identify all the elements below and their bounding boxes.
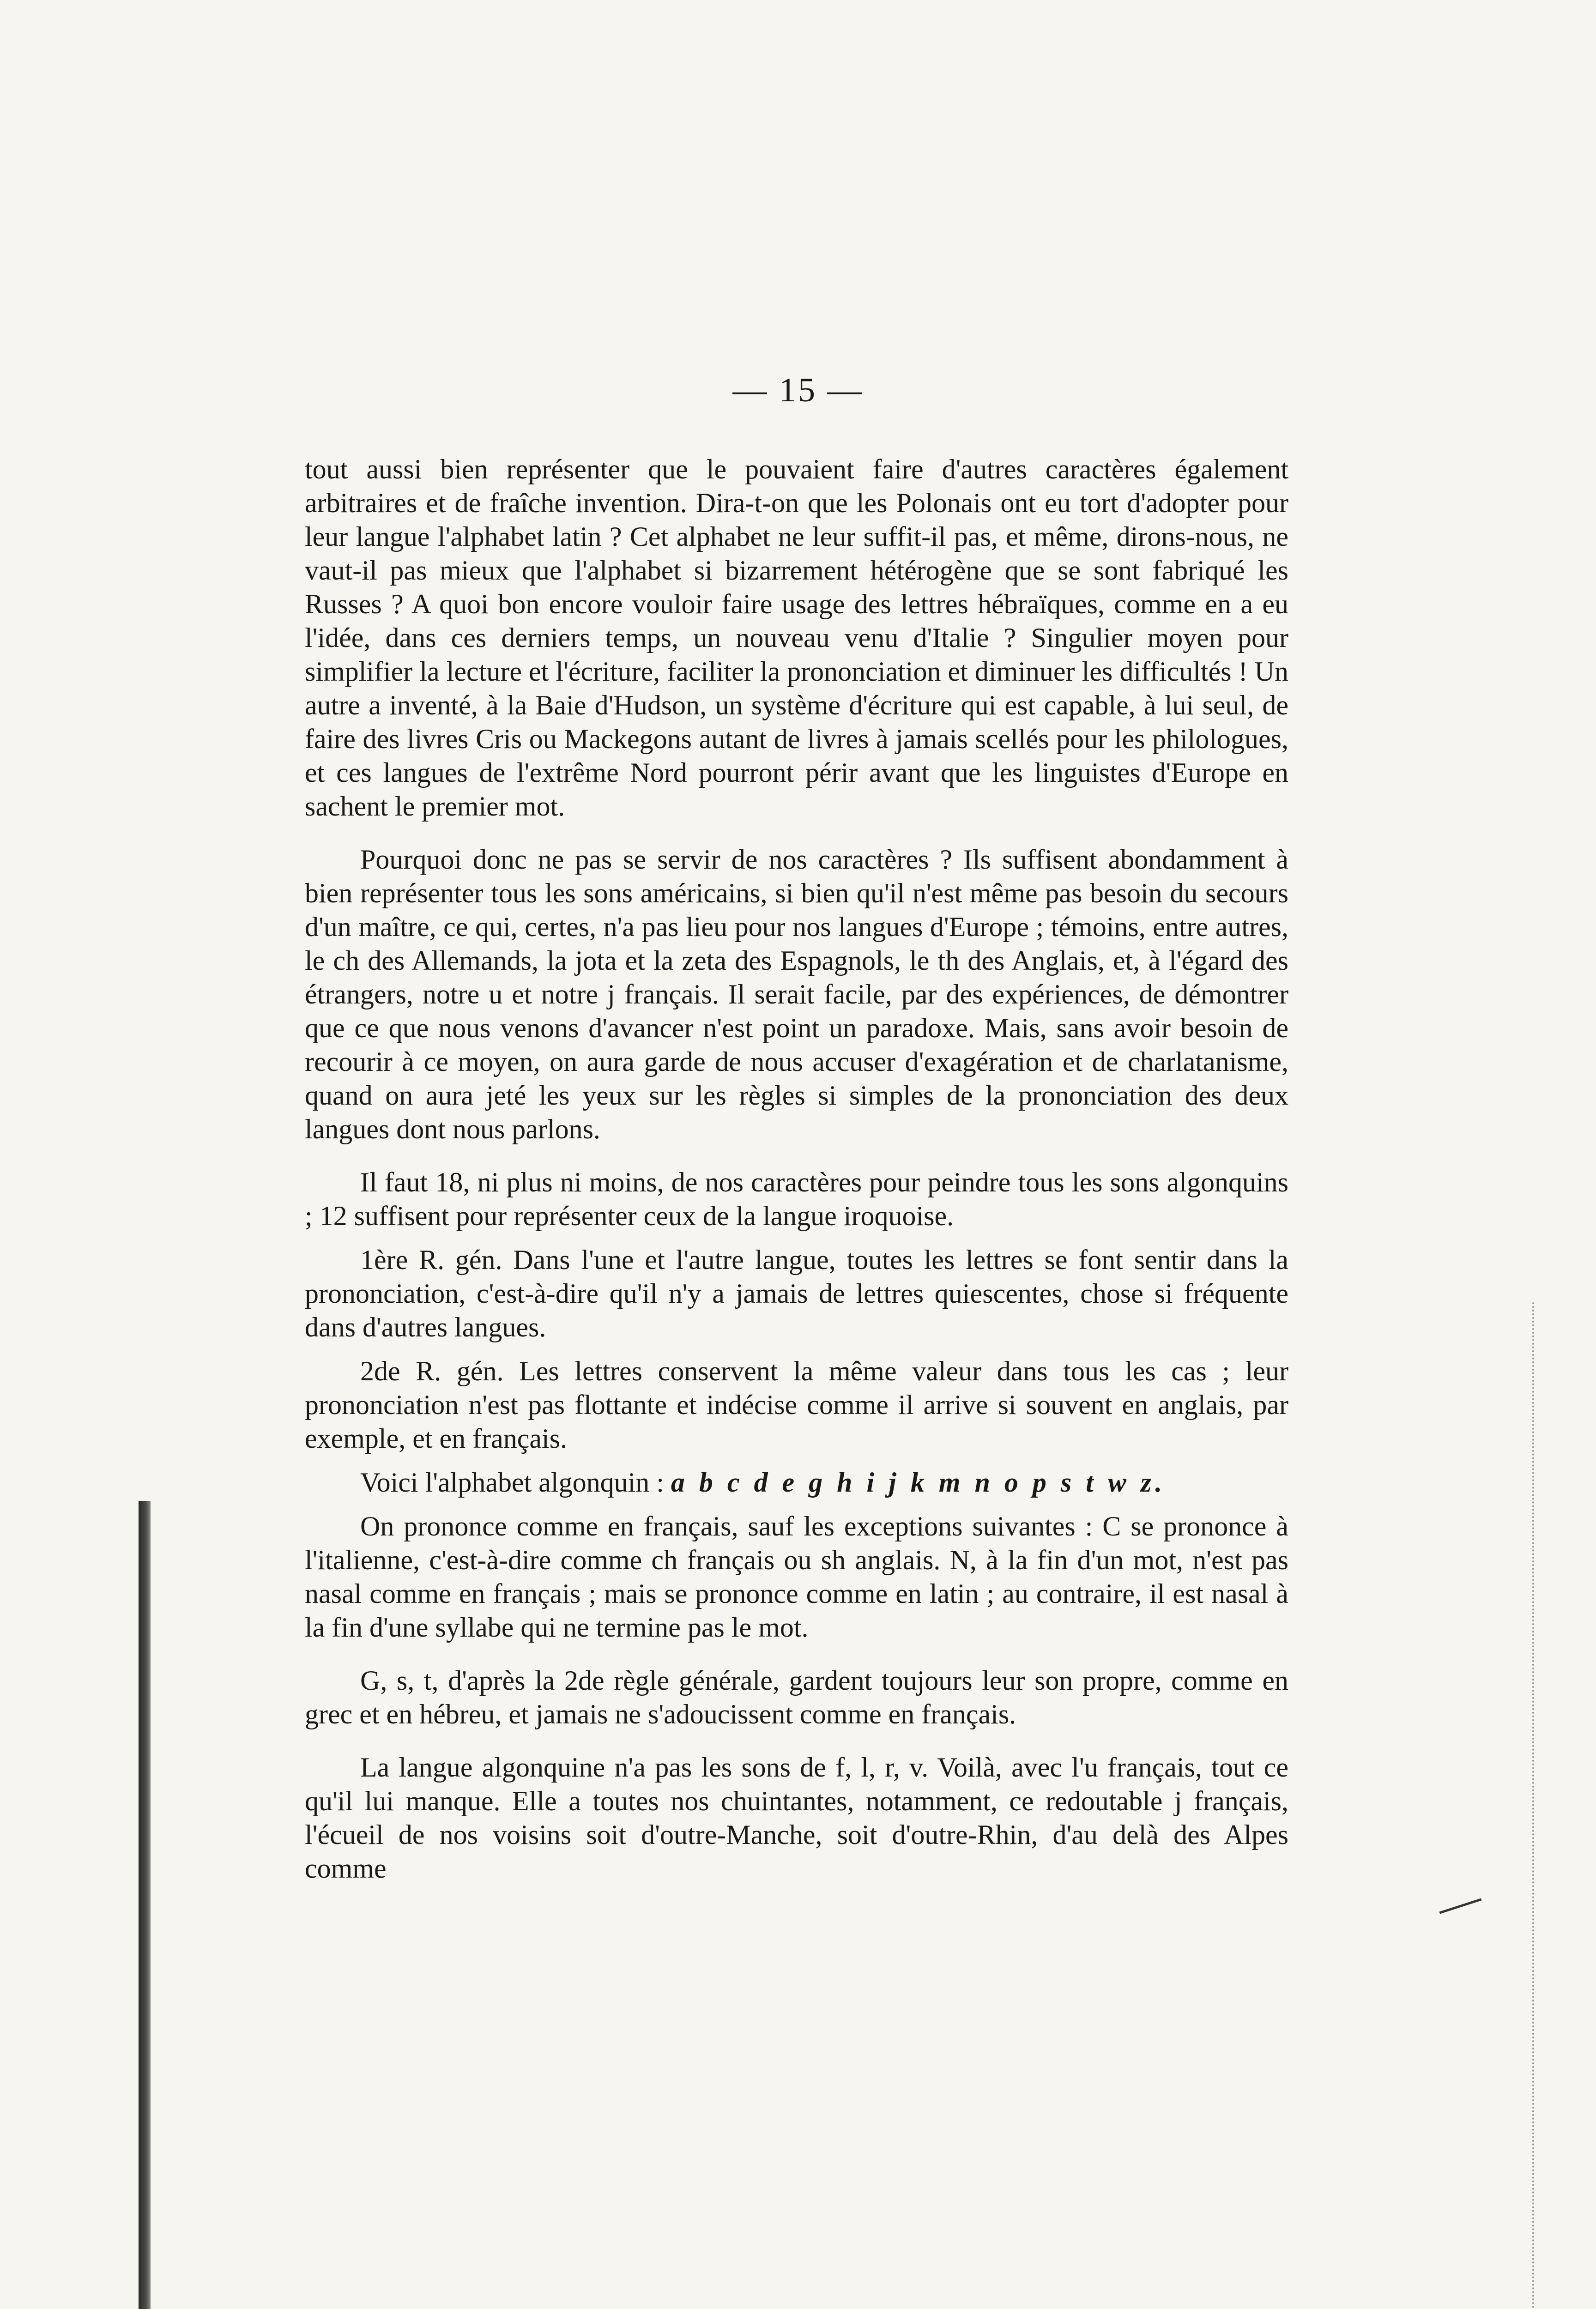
paragraph-2: Pourquoi donc ne pas se servir de nos caractères ? Ils suffisent abondamment à bien représenter tous les sons américains, si bien qu'il n'est même pas besoin du secours d'un maître, ce qui, certes, n'a pas lieu pour nos langues d'Europe ; témoins, entre autres, le ch des Allemands, la jota et la zeta des Espagnols, le th des Anglais, et, à l'égard des étrangers, notre u et notre j français. Il serait facile, par des expériences, de démontrer que ce que nous venons d'avancer n'est point un paradoxe. Mais, sans avoir besoin de recourir à ce moyen, on aura garde de nous accuser d'exagération et de charlatanisme, quand on aura jeté les yeux sur les règles si simples de la prononciation des deux langues dont nous parlons.: [305, 844, 1288, 1144]
paragraph-pronunciation: On prononce comme en français, sauf les exceptions suivantes : C se prononce à l'italienne, c'est-à-dire comme ch français ou sh anglais. N, à la fin d'un mot, n'est pas nasal comme en français ; mais se prononce comme en latin ; au contraire, il est nasal à la fin d'une syllabe qui ne termine pas le mot.: [305, 1511, 1288, 1643]
alphabet-letters: a b c d e g h i j k m n o p s t w z.: [671, 1467, 1166, 1498]
paragraph-1: tout aussi bien représenter que le pouvaient faire d'autres caractères également arbitraires et de fraîche invention. Dira-t-on que les Polonais ont eu tort d'adopter pour leur langue l'alphabet latin ? Cet alphabet ne leur suffit-il pas, et même, dirons-nous, ne vaut-il pas mieux que l'alphabet si bizarrement hétérogène que se sont fabriqué les Russes ? A quoi bon encore vouloir faire usage des lettres hébraïques, comme en a eu l'idée, dans ces derniers temps, un nouveau venu d'Italie ? Singulier moyen pour simplifier la lecture et l'écriture, faciliter la prononciation et diminuer les difficultés ! Un autre a inventé, à la Baie d'Hudson, un système d'écriture qui est capable, à lui seul, de faire des livres Cris ou Mackegons autant de livres à jamais scellés pour les philologues, et ces langues de l'extrême Nord pourront périr avant que les linguistes d'Europe en sachent le premier mot.: [305, 454, 1288, 822]
page-binding-edge: [139, 1501, 151, 2309]
paragraph-rule-1: 1ère R. gén. Dans l'une et l'autre langue, toutes les lettres se font sentir dans la prononciation, c'est-à-dire qu'il n'y a jamais de lettres quiescentes, chose si fréquente dans d'autres langues.: [305, 1245, 1288, 1342]
page-number: — 15 —: [732, 371, 864, 409]
paragraph-gst: G, s, t, d'après la 2de règle générale, gardent toujours leur son propre, comme en grec et en hébreu, et jamais ne s'adoucissent comme en français.: [305, 1665, 1288, 1729]
paragraph-3: Il faut 18, ni plus ni moins, de nos caractères pour peindre tous les sons algonquins ; 12 suffisent pour représenter ceux de la langue iroquoise.: [305, 1167, 1288, 1231]
body-text: [305, 453, 1288, 1905]
margin-tick-marks: [1532, 1302, 1537, 2309]
alphabet-line: [305, 1466, 1288, 1499]
paragraph-missing-sounds: La langue algonquine n'a pas les sons de f, l, r, v. Voilà, avec l'u français, tout ce qu'il lui manque. Elle a toutes nos chuintantes, notamment, ce redoutable j français, l'écueil de nos voisins soit d'outre-Manche, soit d'outre-Rhin, d'au delà des Alpes comme: [305, 1752, 1288, 1884]
alphabet-label: Voici l'alphabet algonquin :: [360, 1467, 664, 1498]
paragraph-rule-2: 2de R. gén. Les lettres conservent la même valeur dans tous les cas ; leur prononciation n'est pas flottante et indécise comme il arrive si souvent en anglais, par exemple, et en français.: [305, 1356, 1288, 1454]
ink-stroke-mark: [1439, 1898, 1482, 1914]
